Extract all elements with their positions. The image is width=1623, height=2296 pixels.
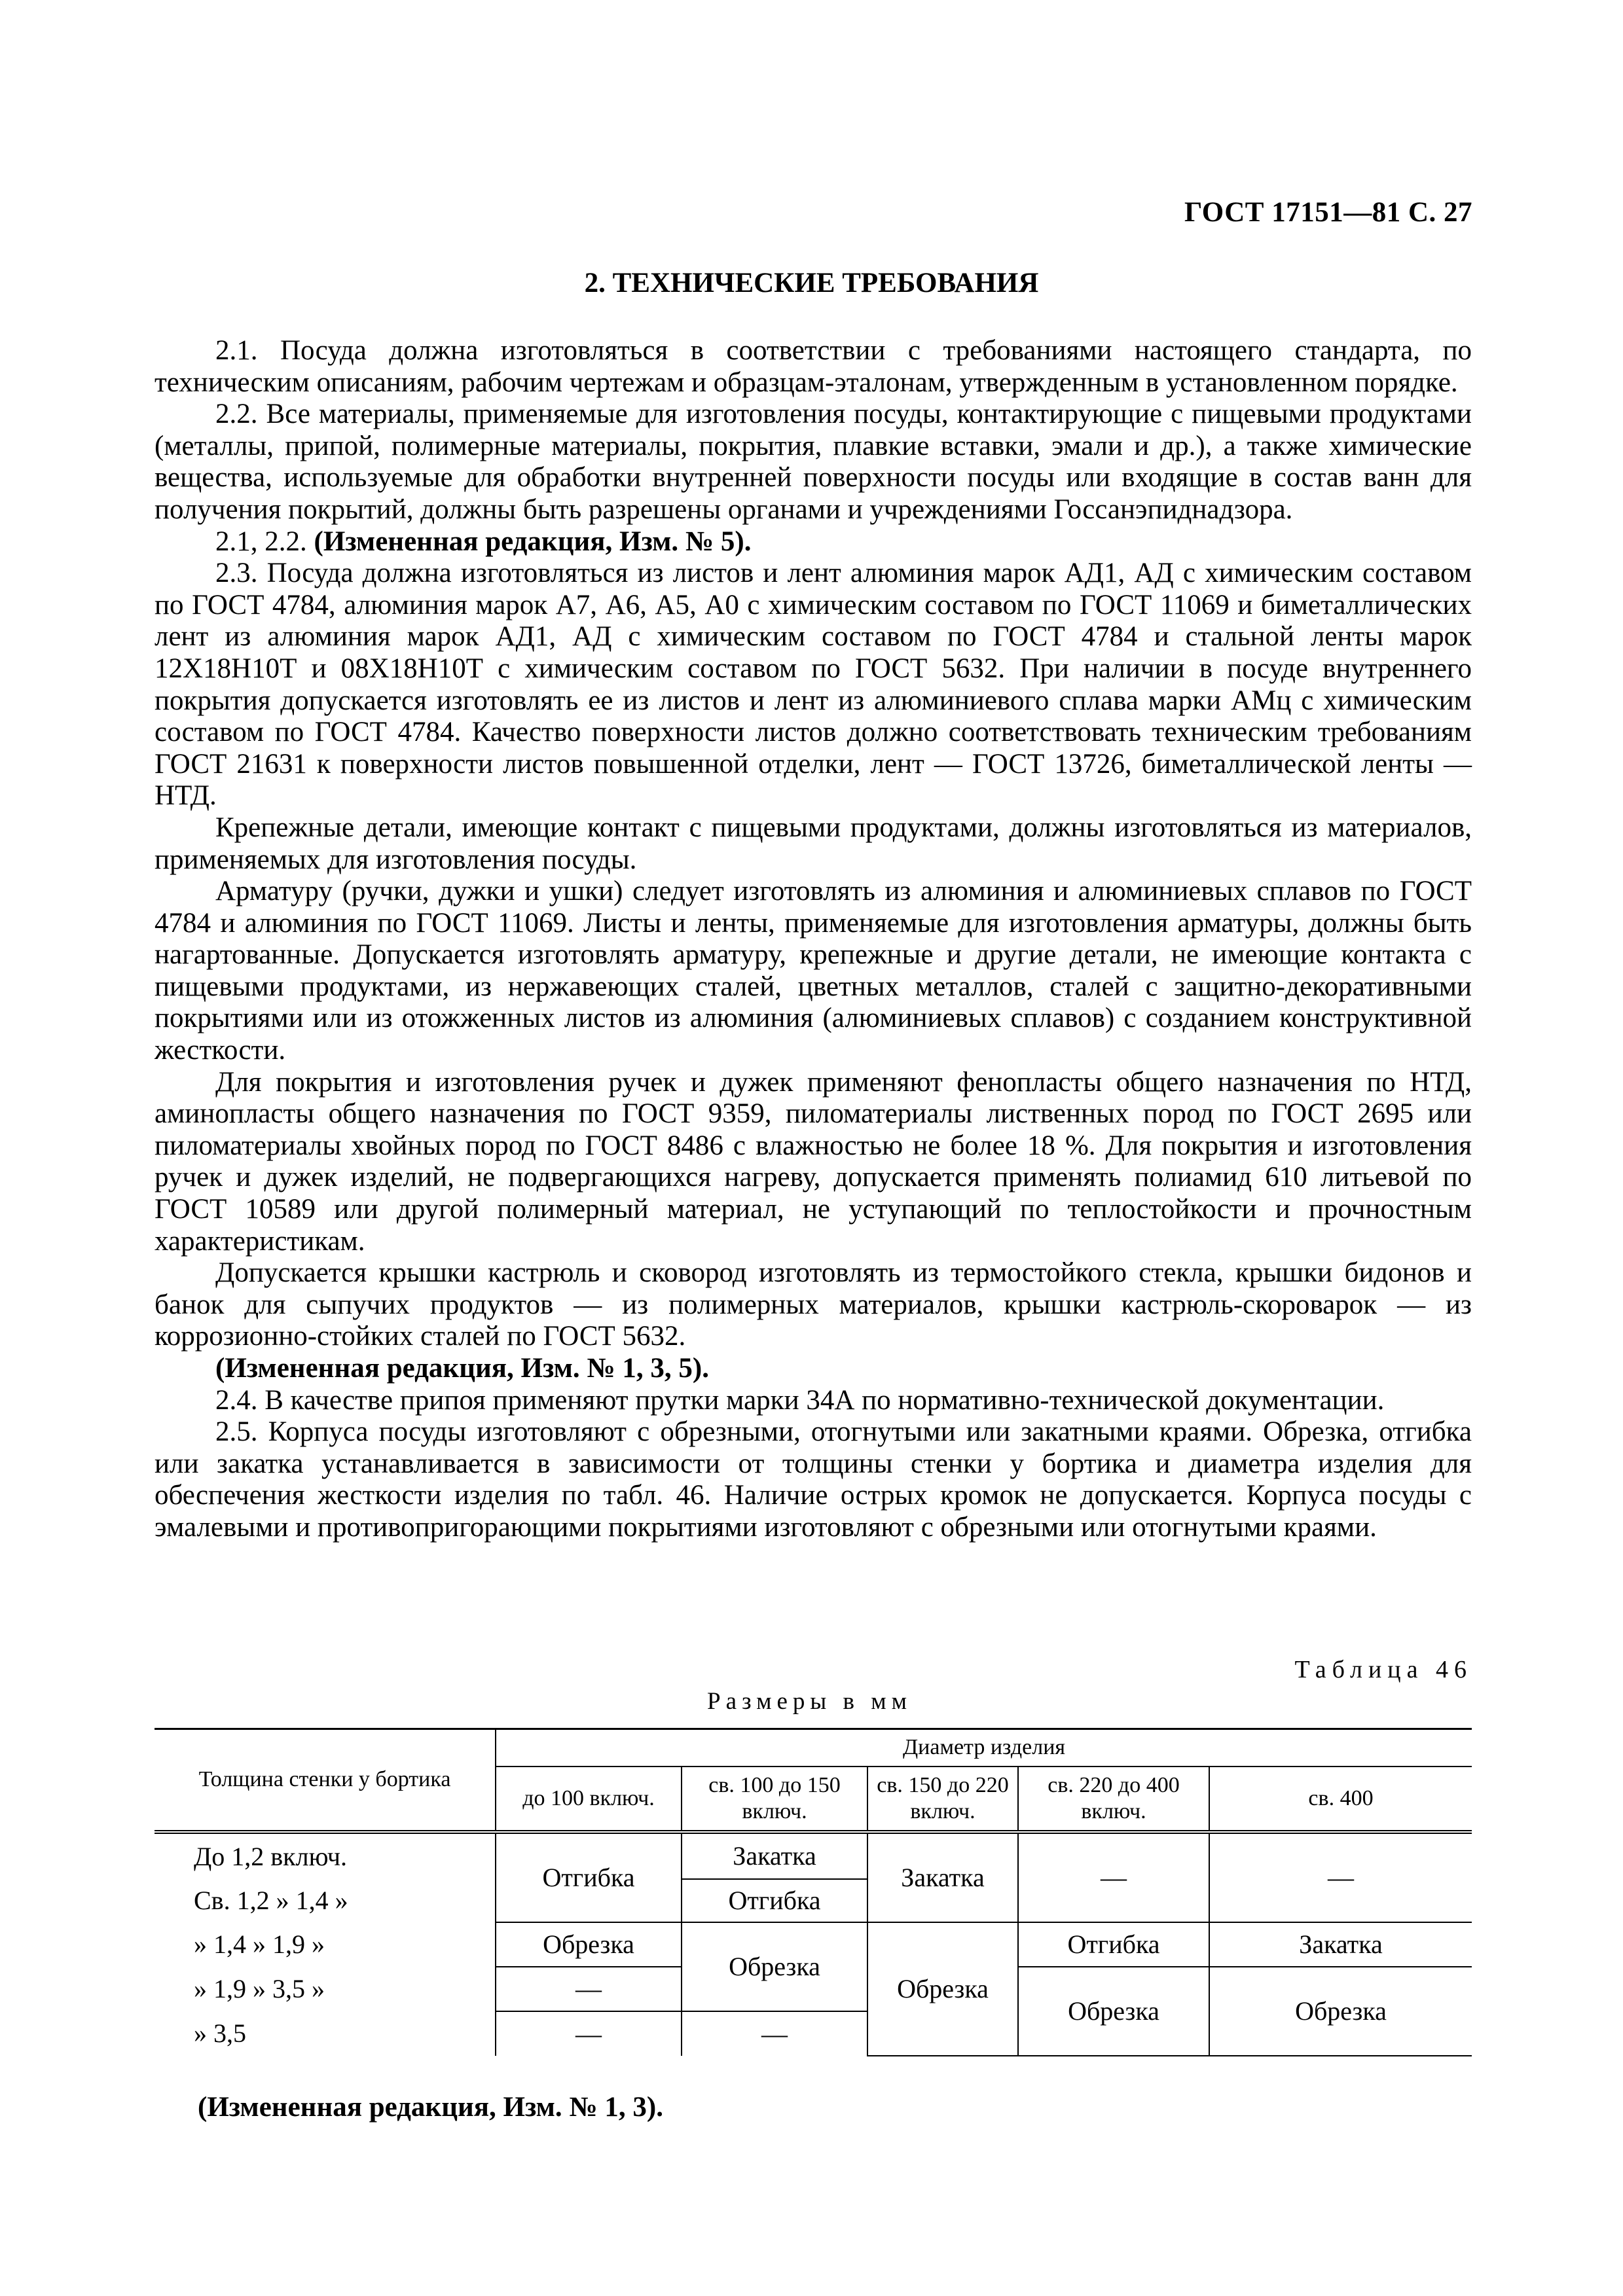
table-title: Таблица 46	[1294, 1656, 1472, 1683]
table-cell: Отгибка	[682, 1879, 867, 1922]
page-header: ГОСТ 17151—81 С. 27	[1184, 197, 1472, 228]
header-diameter: Диаметр изделия	[496, 1729, 1472, 1767]
table-cell: Отгибка	[1018, 1922, 1209, 1967]
table-cell: —	[496, 2011, 682, 2056]
table-cell: Обрезка	[1209, 1967, 1472, 2056]
column-header: св. 400	[1209, 1767, 1472, 1832]
amendment-note: (Измененная редакция, Изм. № 1, 3).	[198, 2092, 663, 2123]
paragraph: Крепежные детали, имеющие контакт с пищевыми продуктами, должны изготовляться из материалов, применяемых для изготовления посуды.	[155, 812, 1472, 875]
paragraph: Для покрытия и изготовления ручек и дужек применяют фенопласты общего назначения по НТД, аминопласты общего назначения по ГОСТ 9359, пиломатериалы лиственных пород по ГОСТ 2695 или пиломатериалы хвойных пород по ГОСТ 8486 с влажностью не более 18 %. Для покрытия и изготовления ручек и дужек изделий, не подвергающихся нагреву, допускается применять полиамид 610 литьевой по ГОСТ 10589 или другой полимерный материал, не уступающий по теплостойкости и прочностным характеристикам.	[155, 1066, 1472, 1257]
row-label: Св. 1,2 » 1,4 »	[155, 1879, 496, 1922]
paragraph	[155, 526, 1472, 558]
table-cell: Обрезка	[867, 1922, 1018, 2056]
table-subtitle: Размеры в мм	[707, 1688, 913, 1715]
table-cell: Закатка	[867, 1832, 1018, 1922]
table-cell: Обрезка	[682, 1922, 867, 2011]
section-title: 2. ТЕХНИЧЕСКИЕ ТРЕБОВАНИЯ	[584, 268, 1039, 298]
dimensions-table	[155, 1728, 1472, 2056]
table-cell: Отгибка	[496, 1832, 682, 1922]
paragraph: 2.4. В качестве припоя применяют прутки марки 34А по нормативно-технической документации.	[215, 1384, 1385, 1416]
table-cell: Закатка	[682, 1832, 867, 1879]
amendment-note: (Измененная редакция, Изм. № 5).	[314, 526, 752, 557]
paragraph-ref: 2.1, 2.2.	[215, 526, 314, 557]
table-cell: —	[1209, 1832, 1472, 1922]
row-label: » 3,5	[155, 2011, 496, 2056]
row-label: » 1,4 » 1,9 »	[155, 1922, 496, 1967]
amendment-note: (Измененная редакция, Изм. № 1, 3, 5).	[215, 1353, 709, 1384]
row-label: » 1,9 » 3,5 »	[155, 1967, 496, 2011]
paragraph: 2.3. Посуда должна изготовляться из листов и лент алюминия марок АД1, АД с химическим составом по ГОСТ 4784, алюминия марок А7, А6, А5, А0 с химическим составом по ГОСТ 11069 и биметаллических лент из алюминия марок АД1, АД с химическим составом по ГОСТ 4784 и стальной ленты марок 12Х18Н10Т и 08Х18Н10Т с химическим составом по ГОСТ 5632. При наличии в посуде внутреннего покрытия допускается изготовлять ее из листов и лент из алюминиевого сплава марки АМц с химическим составом по ГОСТ 4784. Качество поверхности листов должно соответствовать техническим требованиям ГОСТ 21631 к поверхности листов повышенной отделки, лент — ГОСТ 13726, биметаллической ленты — НТД.	[155, 558, 1472, 812]
column-header: св. 100 до 150 включ.	[682, 1767, 867, 1832]
paragraph: Арматуру (ручки, дужки и ушки) следует изготовлять из алюминия и алюминиевых сплавов по ГОСТ 4784 и алюминия по ГОСТ 11069. Листы и ленты, применяемые для изготовления арматуры, должны быть нагартованные. Допускается изготовлять арматуру, крепежные и другие детали, не имеющие контакта с пищевыми продуктами, из нержавеющих сталей, цветных металлов, сталей с защитно-декоративными покрытиями или из отожженных листов из алюминия (алюминиевых сплавов) с созданием конструктивной жесткости.	[155, 876, 1472, 1066]
column-header: до 100 включ.	[496, 1767, 682, 1832]
header-thickness: Толщина стенки у бортика	[155, 1729, 496, 1832]
table-cell: Обрезка	[1018, 1967, 1209, 2056]
body-text	[155, 335, 1472, 1544]
table-cell: —	[682, 2011, 867, 2056]
paragraph: Допускается крышки кастрюль и сковород изготовлять из термостойкого стекла, крышки бидонов и банок для сыпучих продуктов — из полимерных материалов, крышки кастрюль-скороварок — из коррозионно-стойких сталей по ГОСТ 5632.	[155, 1257, 1472, 1352]
row-label: До 1,2 включ.	[155, 1832, 496, 1879]
paragraph: 2.1. Посуда должна изготовляться в соответствии с требованиями настоящего стандарта, по техническим описаниям, рабочим чертежам и образцам-эталонам, утвержденным в установленном порядке.	[155, 335, 1472, 398]
column-header: св. 150 до 220 включ.	[867, 1767, 1018, 1832]
table-cell: Закатка	[1209, 1922, 1472, 1967]
paragraph: 2.5. Корпуса посуды изготовляют с обрезными, отогнутыми или закатными краями. Обрезка, отгибка или закатка устанавливается в зависимости от толщины стенки у бортика и диаметра изделия для обеспечения жесткости изделия по табл. 46. Наличие острых кромок не допускается. Корпуса посуды с эмалевыми и противопригорающими покрытиями изготовляют с обрезными или отогнутыми краями.	[155, 1416, 1472, 1543]
table-cell: —	[1018, 1832, 1209, 1922]
table-cell: Обрезка	[496, 1922, 682, 1967]
paragraph: 2.2. Все материалы, применяемые для изготовления посуды, контактирующие с пищевыми продуктами (металлы, припой, полимерные материалы, покрытия, плавкие вставки, эмали и др.), а также химические вещества, используемые для обработки внутренней поверхности посуды или входящие в состав ванн для получения покрытий, должны быть разрешены органами и учреждениями Госсанэпиднадзора.	[155, 399, 1472, 525]
table-cell: —	[496, 1967, 682, 2011]
column-header: св. 220 до 400 включ.	[1018, 1767, 1209, 1832]
